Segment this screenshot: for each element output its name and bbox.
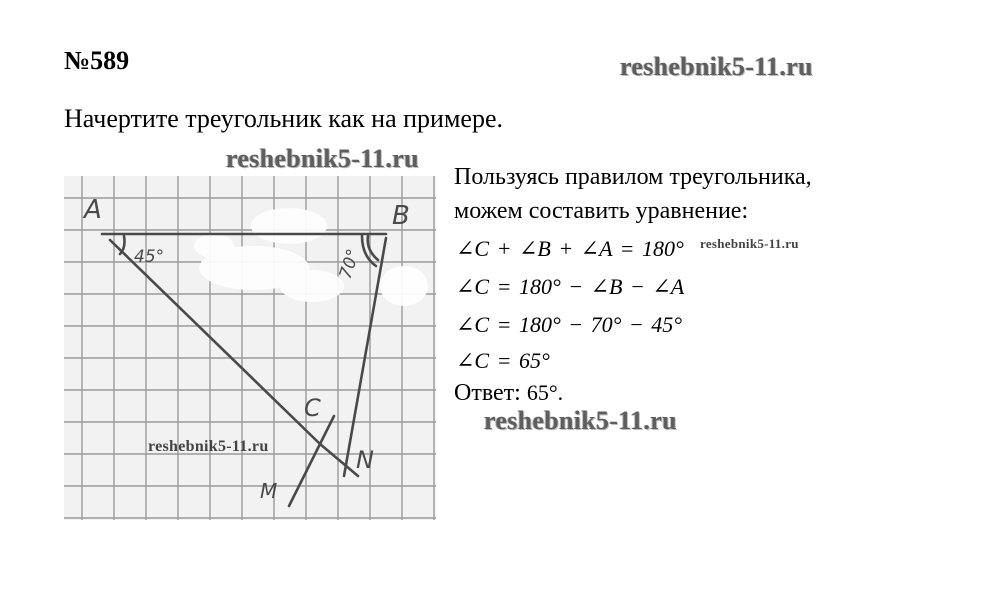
- watermark-small-right: reshebnik5-11.ru: [700, 236, 799, 251]
- equation-rearranged: ∠C = 180° − ∠B − ∠A: [456, 274, 685, 299]
- solution-rule-line: Пользуясь правилом треугольника,: [454, 164, 812, 190]
- watermark-small-image: reshebnik5-11.ru: [148, 438, 269, 455]
- problem-number: №589: [64, 46, 130, 75]
- answer: [454, 380, 563, 407]
- vertex-b-label: B: [392, 201, 410, 231]
- watermark-top: reshebnik5-11.ru: [620, 52, 813, 81]
- equation-sum: ∠C + ∠B + ∠A = 180°: [456, 236, 684, 261]
- watermark-bottom: reshebnik5-11.ru: [484, 406, 677, 435]
- angle-a-label: 45°: [134, 247, 165, 267]
- watermark-middle: reshebnik5-11.ru: [226, 144, 419, 173]
- vertex-c-label: C: [304, 394, 321, 422]
- equation-substituted: ∠C = 180° − 70° − 45°: [456, 312, 683, 337]
- answer-value: 65°.: [526, 380, 564, 405]
- vertex-a-label: A: [84, 195, 102, 225]
- solution-equation-line: можем составить уравнение:: [454, 198, 749, 224]
- answer-label: Ответ:: [454, 380, 521, 406]
- task-text: Начертите треугольник как на примере.: [64, 104, 503, 133]
- equation-result: ∠C = 65°: [456, 348, 550, 373]
- angle-b-label: 70°: [335, 246, 365, 282]
- triangle-drawing: [64, 176, 436, 520]
- ray-m-label: M: [260, 479, 278, 503]
- ray-n-label: N: [356, 446, 374, 474]
